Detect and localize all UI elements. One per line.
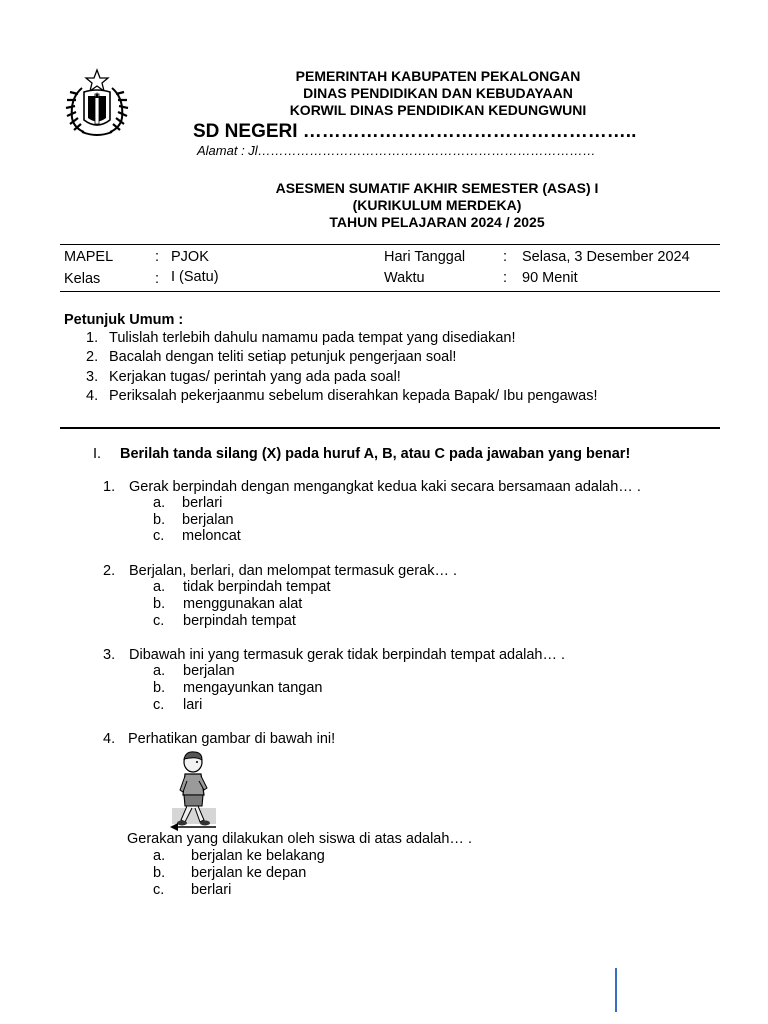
header-department: DINAS PENDIDIKAN DAN KEBUDAYAAN [303,85,573,101]
option-text: berjalan ke depan [191,865,307,881]
option-letter: a. [153,848,166,864]
option-text: tidak berpindah tempat [183,579,331,595]
duration-label: Waktu [384,270,425,286]
instruction-item [86,369,98,386]
option-letter: a. [153,579,166,595]
question-text: Gerak berpindah dengan mengangkat kedua kaki secara bersamaan adalah… . [129,479,641,495]
regency-emblem-logo [64,68,130,138]
school-address: Alamat : Jl…………………………………………………………………… [197,143,596,158]
instruction-text: Bacalah dengan teliti setiap petunjuk pengerjaan soal! [109,349,457,365]
duration-value: 90 Menit [522,270,578,286]
instruction-number: 1. [86,330,99,346]
subject-value: PJOK [171,249,209,265]
duration-colon: : [503,270,508,286]
question-number: 3. [103,647,116,663]
text-cursor [615,968,617,1012]
header-government: PEMERINTAH KABUPATEN PEKALONGAN [295,68,581,84]
option-text: mengayunkan tangan [183,680,323,696]
exam-title: ASESMEN SUMATIF AKHIR SEMESTER (ASAS) I [275,180,599,196]
option-text: berjalan ke belakang [191,848,325,864]
walking-child-illustration [170,750,220,834]
instruction-text: Periksalah pekerjaanmu sebelum diserahkan kepada Bapak/ Ibu pengawas! [109,388,598,404]
option-letter: b. [153,512,166,528]
question-number: 1. [103,479,116,495]
option-letter: b. [153,865,166,881]
option-letter: c. [153,882,165,898]
date-colon: : [503,249,508,265]
option-letter: a. [153,495,166,511]
question-text: Berjalan, berlari, dan melompat termasuk gerak… . [129,563,458,579]
question-number: 4. [103,731,116,747]
subject-label: MAPEL [64,249,114,265]
instruction-text: Tulislah terlebih dahulu namamu pada tempat yang disediakan! [109,330,516,346]
question-text: Perhatikan gambar di bawah ini! [128,731,336,747]
class-value: I (Satu) [171,269,219,285]
option-text: berlari [182,495,223,511]
exam-curriculum: (KURIKULUM MERDEKA) [352,197,522,213]
instruction-item [86,330,98,347]
option-letter: c. [153,613,165,629]
instruction-text: Kerjakan tugas/ perintah yang ada pada soal! [109,369,401,385]
instruction-item [86,388,98,405]
question-text: Dibawah ini yang termasuk gerak tidak berpindah tempat adalah… . [129,647,566,663]
info-top-rule [60,244,720,245]
info-bottom-rule [60,291,720,292]
question-followup: Gerakan yang dilakukan oleh siswa di atas adalah… . [127,831,472,847]
instruction-item [86,349,98,366]
school-name: SD NEGERI …………………………………………….. [193,121,637,142]
option-text: berjalan [182,512,234,528]
option-letter: c. [153,697,165,713]
option-letter: a. [153,663,166,679]
class-colon: : [155,271,160,287]
date-value: Selasa, 3 Desember 2024 [522,249,690,265]
section-divider [60,427,720,429]
option-text: lari [183,697,203,713]
option-text: meloncat [182,528,241,544]
option-text: berpindah tempat [183,613,296,629]
date-label: Hari Tanggal [384,249,466,265]
question-number: 2. [103,563,116,579]
instruction-number: 4. [86,388,99,404]
header-district-office: KORWIL DINAS PENDIDIKAN KEDUNGWUNI [289,102,587,118]
instructions-heading: Petunjuk Umum : [64,312,184,328]
option-letter: b. [153,596,166,612]
exam-year: TAHUN PELAJARAN 2024 / 2025 [329,214,545,230]
section-number: I. [93,446,102,462]
instruction-number: 3. [86,369,99,385]
option-text: menggunakan alat [183,596,303,612]
option-letter: c. [153,528,165,544]
option-text: berlari [191,882,232,898]
section-instruction: Berilah tanda silang (X) pada huruf A, B, atau C pada jawaban yang benar! [120,446,631,462]
option-text: berjalan [183,663,235,679]
instruction-number: 2. [86,349,99,365]
option-letter: b. [153,680,166,696]
class-label: Kelas [64,271,101,287]
subject-colon: : [155,249,160,265]
